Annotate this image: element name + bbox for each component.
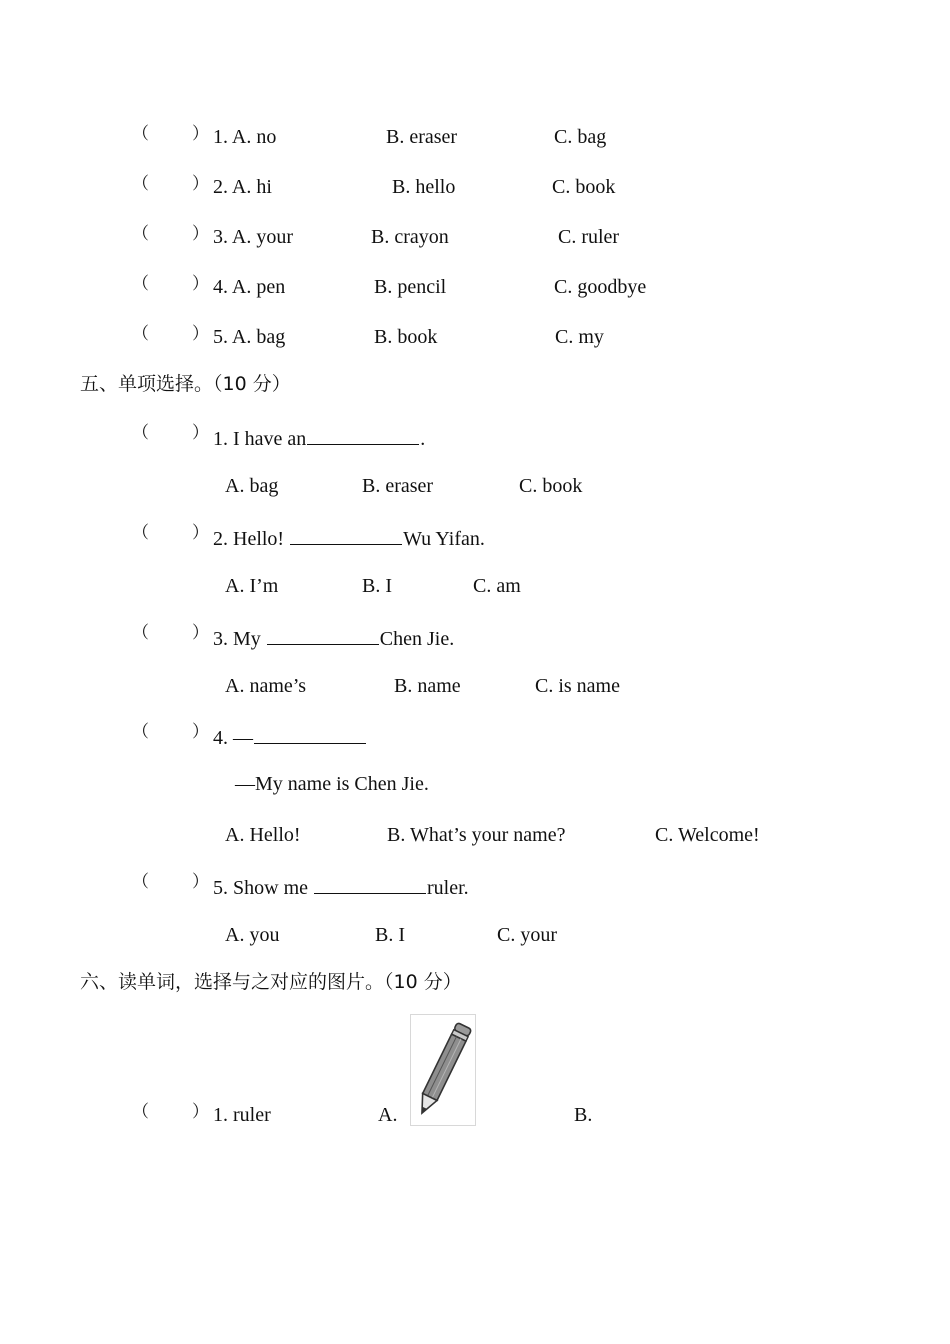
option-c: C. book bbox=[519, 475, 583, 497]
question-stem bbox=[213, 426, 425, 449]
answer-paren-right: ） bbox=[192, 324, 209, 344]
answer-paren-right: ） bbox=[192, 623, 209, 643]
stem-after: ruler. bbox=[427, 877, 469, 899]
stem-before: 2. Hello! bbox=[213, 528, 290, 550]
answer-paren-right: ） bbox=[192, 1102, 209, 1122]
option-b: B. I bbox=[375, 924, 405, 946]
question-stem bbox=[213, 725, 367, 748]
option-c: C. bag bbox=[554, 126, 607, 148]
answer-paren-left[interactable]: （ bbox=[132, 224, 149, 244]
dialogue-answer-line: —My name is Chen Jie. bbox=[235, 773, 429, 795]
option-b-label: B. bbox=[574, 1104, 593, 1126]
option-c: C. book bbox=[552, 176, 616, 198]
option-a: 4. A. pen bbox=[213, 276, 286, 298]
section5-title: 五、单项选择。（10 分） bbox=[80, 373, 291, 395]
option-c: C. your bbox=[497, 924, 557, 946]
stem-before: 4. — bbox=[213, 727, 253, 749]
option-c: C. ruler bbox=[558, 226, 620, 248]
answer-paren-left[interactable]: （ bbox=[132, 423, 149, 443]
option-b: B. book bbox=[374, 326, 438, 348]
answer-paren-left[interactable]: （ bbox=[132, 324, 149, 344]
answer-paren-left[interactable]: （ bbox=[132, 174, 149, 194]
option-c: C. my bbox=[555, 326, 604, 348]
question-stem bbox=[213, 875, 469, 898]
answer-paren-left[interactable]: （ bbox=[132, 722, 149, 742]
answer-paren-left[interactable]: （ bbox=[132, 124, 149, 144]
fill-blank[interactable] bbox=[290, 526, 402, 545]
option-c: C. goodbye bbox=[554, 276, 647, 298]
answer-paren-right: ） bbox=[192, 124, 209, 144]
word-prompt: 1. ruler bbox=[213, 1104, 271, 1126]
option-b: B. eraser bbox=[362, 475, 434, 497]
option-a: A. I’m bbox=[225, 575, 279, 597]
answer-paren-left[interactable]: （ bbox=[132, 523, 149, 543]
stem-before: 3. My bbox=[213, 628, 266, 650]
answer-paren-left[interactable]: （ bbox=[132, 872, 149, 892]
question-stem bbox=[213, 526, 485, 549]
answer-paren-right: ） bbox=[192, 423, 209, 443]
stem-before: 5. Show me bbox=[213, 877, 313, 899]
option-b: B. hello bbox=[392, 176, 456, 198]
option-c: C. am bbox=[473, 575, 521, 597]
option-a: 3. A. your bbox=[213, 226, 293, 248]
answer-paren-left[interactable]: （ bbox=[132, 623, 149, 643]
option-a-picture[interactable] bbox=[410, 1014, 476, 1126]
question-stem bbox=[213, 626, 454, 649]
answer-paren-right: ） bbox=[192, 274, 209, 294]
answer-paren-right: ） bbox=[192, 523, 209, 543]
option-a: A. bag bbox=[225, 475, 279, 497]
option-b: B. I bbox=[362, 575, 392, 597]
option-c: C. is name bbox=[535, 675, 620, 697]
option-a: 2. A. hi bbox=[213, 176, 272, 198]
answer-paren-right: ） bbox=[192, 722, 209, 742]
fill-blank[interactable] bbox=[267, 626, 379, 645]
option-a: A. name’s bbox=[225, 675, 307, 697]
option-b: B. name bbox=[394, 675, 461, 697]
answer-paren-left[interactable]: （ bbox=[132, 274, 149, 294]
fill-blank[interactable] bbox=[314, 875, 426, 894]
option-b: B. crayon bbox=[371, 226, 449, 248]
stem-before: 1. I have an bbox=[213, 428, 307, 450]
section6-title: 六、读单词，选择与之对应的图片。（10 分） bbox=[80, 971, 462, 993]
stem-after: Wu Yifan. bbox=[403, 528, 485, 550]
option-b: B. What’s your name? bbox=[387, 824, 566, 846]
answer-paren-right: ） bbox=[192, 174, 209, 194]
option-b: B. eraser bbox=[386, 126, 458, 148]
option-a: 5. A. bag bbox=[213, 326, 286, 348]
fill-blank[interactable] bbox=[254, 725, 366, 744]
stem-after: Chen Jie. bbox=[379, 628, 455, 650]
option-b: B. pencil bbox=[374, 276, 447, 298]
pencil-icon bbox=[411, 1015, 475, 1125]
answer-paren-right: ） bbox=[192, 224, 209, 244]
option-a: 1. A. no bbox=[213, 126, 277, 148]
answer-paren-right: ） bbox=[192, 872, 209, 892]
option-a: A. Hello! bbox=[225, 824, 301, 846]
option-c: C. Welcome! bbox=[655, 824, 760, 846]
option-a: A. you bbox=[225, 924, 280, 946]
option-a-label: A. bbox=[378, 1104, 398, 1126]
stem-after: . bbox=[420, 428, 426, 450]
answer-paren-left[interactable]: （ bbox=[132, 1102, 149, 1122]
fill-blank[interactable] bbox=[307, 426, 419, 445]
